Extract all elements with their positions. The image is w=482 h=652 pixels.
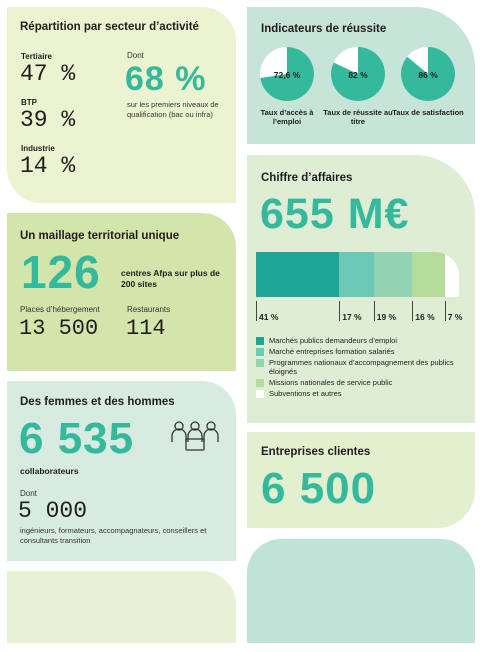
revenue-tick-label: 41 % [259,312,279,322]
sector-value-industrie: 14 % [20,153,76,179]
revenue-legend-label: Marchés publics demandeurs d’emploi [269,336,397,345]
revenue-tick [445,301,446,321]
success-pie-caption: Taux de réussite au titre [323,108,393,126]
clients-count: 6 500 [261,464,377,513]
revenue-tick-labels [256,301,462,323]
success-title: Indicateurs de réussite [261,23,387,35]
network-count: 126 [21,246,101,298]
sector-label-industrie: Industrie [21,144,55,153]
revenue-tick [374,301,375,321]
revenue-bar-segment [256,252,339,297]
staff-count-label: collaborateurs [20,466,79,476]
people-group-icon [169,418,221,454]
revenue-tick [256,301,257,321]
revenue-legend-item [256,389,468,398]
success-pie-caption: Taux d’accès à l’emploi [260,108,314,126]
revenue-legend-label: Programmes nationaux d’accompagnement des publics éloignés [269,358,454,376]
revenue-legend-swatch [256,337,264,345]
staff-sub-desc: ingénieurs, formateurs, accompagnateurs, conseillers et consultants transition [20,526,207,545]
success-pie-value: 72,6 % [273,70,301,80]
staff-dont-label: Dont [20,489,37,498]
revenue-legend-item [256,347,468,356]
network-restaurants-value: 114 [126,316,166,341]
revenue-bar-segment [412,252,444,297]
clients-title: Entreprises clientes [261,446,371,458]
revenue-legend-swatch [256,348,264,356]
revenue-bar-segment [445,252,459,297]
revenue-tick-label: 7 % [447,312,463,322]
staff-card [7,381,236,561]
success-pie-caption: Taux de satisfaction [392,108,464,117]
success-pie-value: 86 % [418,70,438,80]
sector-label-btp: BTP [21,98,37,107]
revenue-tick [339,301,340,321]
success-card [247,7,475,144]
sector-value-btp: 39 % [20,107,76,133]
revenue-title: Chiffre d’affaires [261,172,353,184]
revenue-legend-item [256,336,468,345]
revenue-legend-swatch [256,359,264,367]
sector-value-tertiaire: 47 % [20,61,76,87]
staff-count: 6 535 [19,414,135,463]
revenue-legend [256,336,468,400]
revenue-tick-label: 19 % [376,312,397,322]
revenue-legend-label: Marché entreprises formation salariés [269,347,395,356]
staff-title: Des femmes et des hommes [20,396,175,408]
revenue-legend-swatch [256,379,264,387]
revenue-bar-segment [374,252,413,297]
sector-title: Répartition par secteur d’activité [20,21,199,33]
sector-highlight-value: 68 % [125,60,207,98]
revenue-legend-item [256,378,468,387]
revenue-legend-swatch [256,390,264,398]
staff-sub-count: 5 000 [18,498,88,524]
sector-card [7,7,236,203]
network-title: Un maillage territorial unique [20,230,180,242]
network-count-desc: centres Afpa sur plus de 200 sites [121,268,220,289]
revenue-tick-label: 17 % [342,312,362,322]
network-places-label: Places d’hébergement [20,305,100,314]
revenue-legend-label: Missions nationales de service public [269,378,393,387]
sector-highlight-desc: sur les premiers niveaux de qualification (bac ou infra) [127,100,219,119]
revenue-amount: 655 M€ [260,190,410,238]
network-places-value: 13 500 [19,316,99,341]
success-pie-value: 82 % [348,70,368,80]
network-restaurants-label: Restaurants [127,305,171,314]
revenue-card [247,155,475,423]
revenue-stacked-bar [256,252,459,297]
empty-card-right [247,539,475,643]
revenue-legend-label: Subventions et autres [269,389,342,398]
network-card [7,213,236,371]
sector-dont-label: Dont [127,51,144,60]
sector-label-tertiaire: Tertiaire [21,52,52,61]
revenue-legend-item [256,358,468,376]
empty-card-left [7,571,236,643]
revenue-tick-label: 16 % [415,312,435,322]
revenue-tick [412,301,413,321]
revenue-bar-segment [339,252,374,297]
clients-card [247,432,475,528]
